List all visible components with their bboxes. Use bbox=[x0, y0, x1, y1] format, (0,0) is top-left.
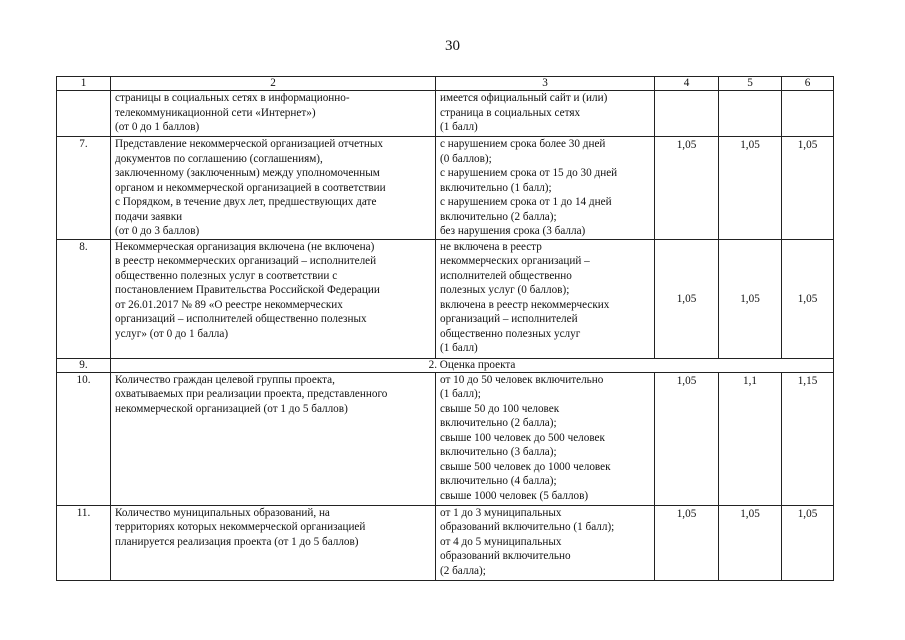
header-cell-3: 3 bbox=[436, 77, 655, 91]
table-row bbox=[57, 372, 834, 505]
scoring-cell bbox=[436, 137, 655, 240]
table-row bbox=[57, 137, 834, 240]
criterion-cell bbox=[111, 137, 436, 240]
criterion-text: страницы в социальных сетях в информационно- телекоммуникационной сети «Интернет») (от 0 до 1 баллов) bbox=[115, 92, 350, 133]
coef-col-6 bbox=[782, 91, 834, 137]
coef-col-4 bbox=[655, 91, 719, 137]
row-number: 11. bbox=[57, 505, 111, 580]
scoring-cell bbox=[436, 505, 655, 580]
page-number: 30 bbox=[445, 38, 460, 54]
criterion-cell bbox=[111, 372, 436, 505]
coef-col-6: 1,15 bbox=[782, 372, 834, 505]
coef-col-5: 1,05 bbox=[719, 239, 782, 358]
section-row bbox=[57, 358, 834, 372]
coef-col-5: 1,1 bbox=[719, 372, 782, 505]
scoring-text: не включена в реестр некоммерческих организаций – исполнителей общественно полезных услуг (0 баллов); включена в реестр некоммерческих организаций – исполнителей общественно полезных услуг (1 балл) bbox=[440, 240, 610, 354]
scoring-text: от 10 до 50 человек включительно (1 балл); свыше 50 до 100 человек включительно (2 балла); свыше 100 человек до 500 человек включительно (3 балла); свыше 500 человек до 1000 человек включительно (4 балла); свыше 1000 человек (5 баллов) bbox=[440, 373, 611, 502]
criterion-cell bbox=[111, 239, 436, 358]
row-number: 7. bbox=[57, 137, 111, 240]
criteria-table bbox=[56, 76, 834, 581]
scoring-text: имеется официальный сайт и (или) страница в социальных сетях (1 балл) bbox=[440, 92, 608, 133]
table-row bbox=[57, 505, 834, 580]
header-cell-5: 5 bbox=[719, 77, 782, 91]
coef-col-6: 1,05 bbox=[782, 137, 834, 240]
coef-col-4: 1,05 bbox=[655, 505, 719, 580]
section-title: 2. Оценка проекта bbox=[111, 358, 834, 372]
scoring-cell bbox=[436, 239, 655, 358]
header-cell-2: 2 bbox=[111, 77, 436, 91]
scoring-cell bbox=[436, 91, 655, 137]
scoring-text: от 1 до 3 муниципальных образований включительно (1 балл); от 4 до 5 муниципальных образований включительно (2 балла); bbox=[440, 506, 615, 577]
header-cell-4: 4 bbox=[655, 77, 719, 91]
criterion-text: Количество граждан целевой группы проекта, охватываемых при реализации проекта, представленного некоммерческой организацией (от 1 до 5 баллов) bbox=[115, 373, 388, 415]
coef-col-4: 1,05 bbox=[655, 137, 719, 240]
header-cell-1: 1 bbox=[57, 77, 111, 91]
row-number: 8. bbox=[57, 239, 111, 358]
scoring-text: с нарушением срока более 30 дней (0 баллов); с нарушением срока от 15 до 30 дней включительно (1 балл); с нарушением срока от 1 до 14 дней включительно (2 балла); без нарушения срока (3 балла) bbox=[440, 138, 618, 237]
coef-col-6: 1,05 bbox=[782, 505, 834, 580]
table-row bbox=[57, 239, 834, 358]
scoring-cell bbox=[436, 372, 655, 505]
coef-col-6: 1,05 bbox=[782, 239, 834, 358]
criterion-cell bbox=[111, 91, 436, 137]
coef-col-5: 1,05 bbox=[719, 505, 782, 580]
criterion-cell bbox=[111, 505, 436, 580]
header-row bbox=[57, 77, 834, 91]
row-number bbox=[57, 91, 111, 137]
criterion-text: Представление некоммерческой организацией отчетных документов по соглашению (соглашениям), заключенному (заключенным) между уполномоченным органом и некоммерческой организацией в соответствии с Порядком, в течение двух лет, предшествующих дате подачи заявки (от 0 до 3 баллов) bbox=[115, 138, 386, 237]
criterion-text: Количество муниципальных образований, на территориях которых некоммерческой организацией планируется реализация проекта (от 1 до 5 баллов) bbox=[115, 506, 366, 548]
coef-col-5: 1,05 bbox=[719, 137, 782, 240]
coef-col-4: 1,05 bbox=[655, 372, 719, 505]
coef-col-5 bbox=[719, 91, 782, 137]
row-number: 10. bbox=[57, 372, 111, 505]
criterion-text: Некоммерческая организация включена (не включена) в реестр некоммерческих организаций – исполнителей общественно полезных услуг в соответствии с постановлением Правительства Российской Федерации от 26.01.2017 № 89 «О реестре некоммерческих организаций – исполнителей общественно полезных услуг» (от 0 до 1 балла) bbox=[115, 240, 380, 340]
row-number: 9. bbox=[57, 358, 111, 372]
coef-col-4: 1,05 bbox=[655, 239, 719, 358]
table-row bbox=[57, 91, 834, 137]
header-cell-6: 6 bbox=[782, 77, 834, 91]
